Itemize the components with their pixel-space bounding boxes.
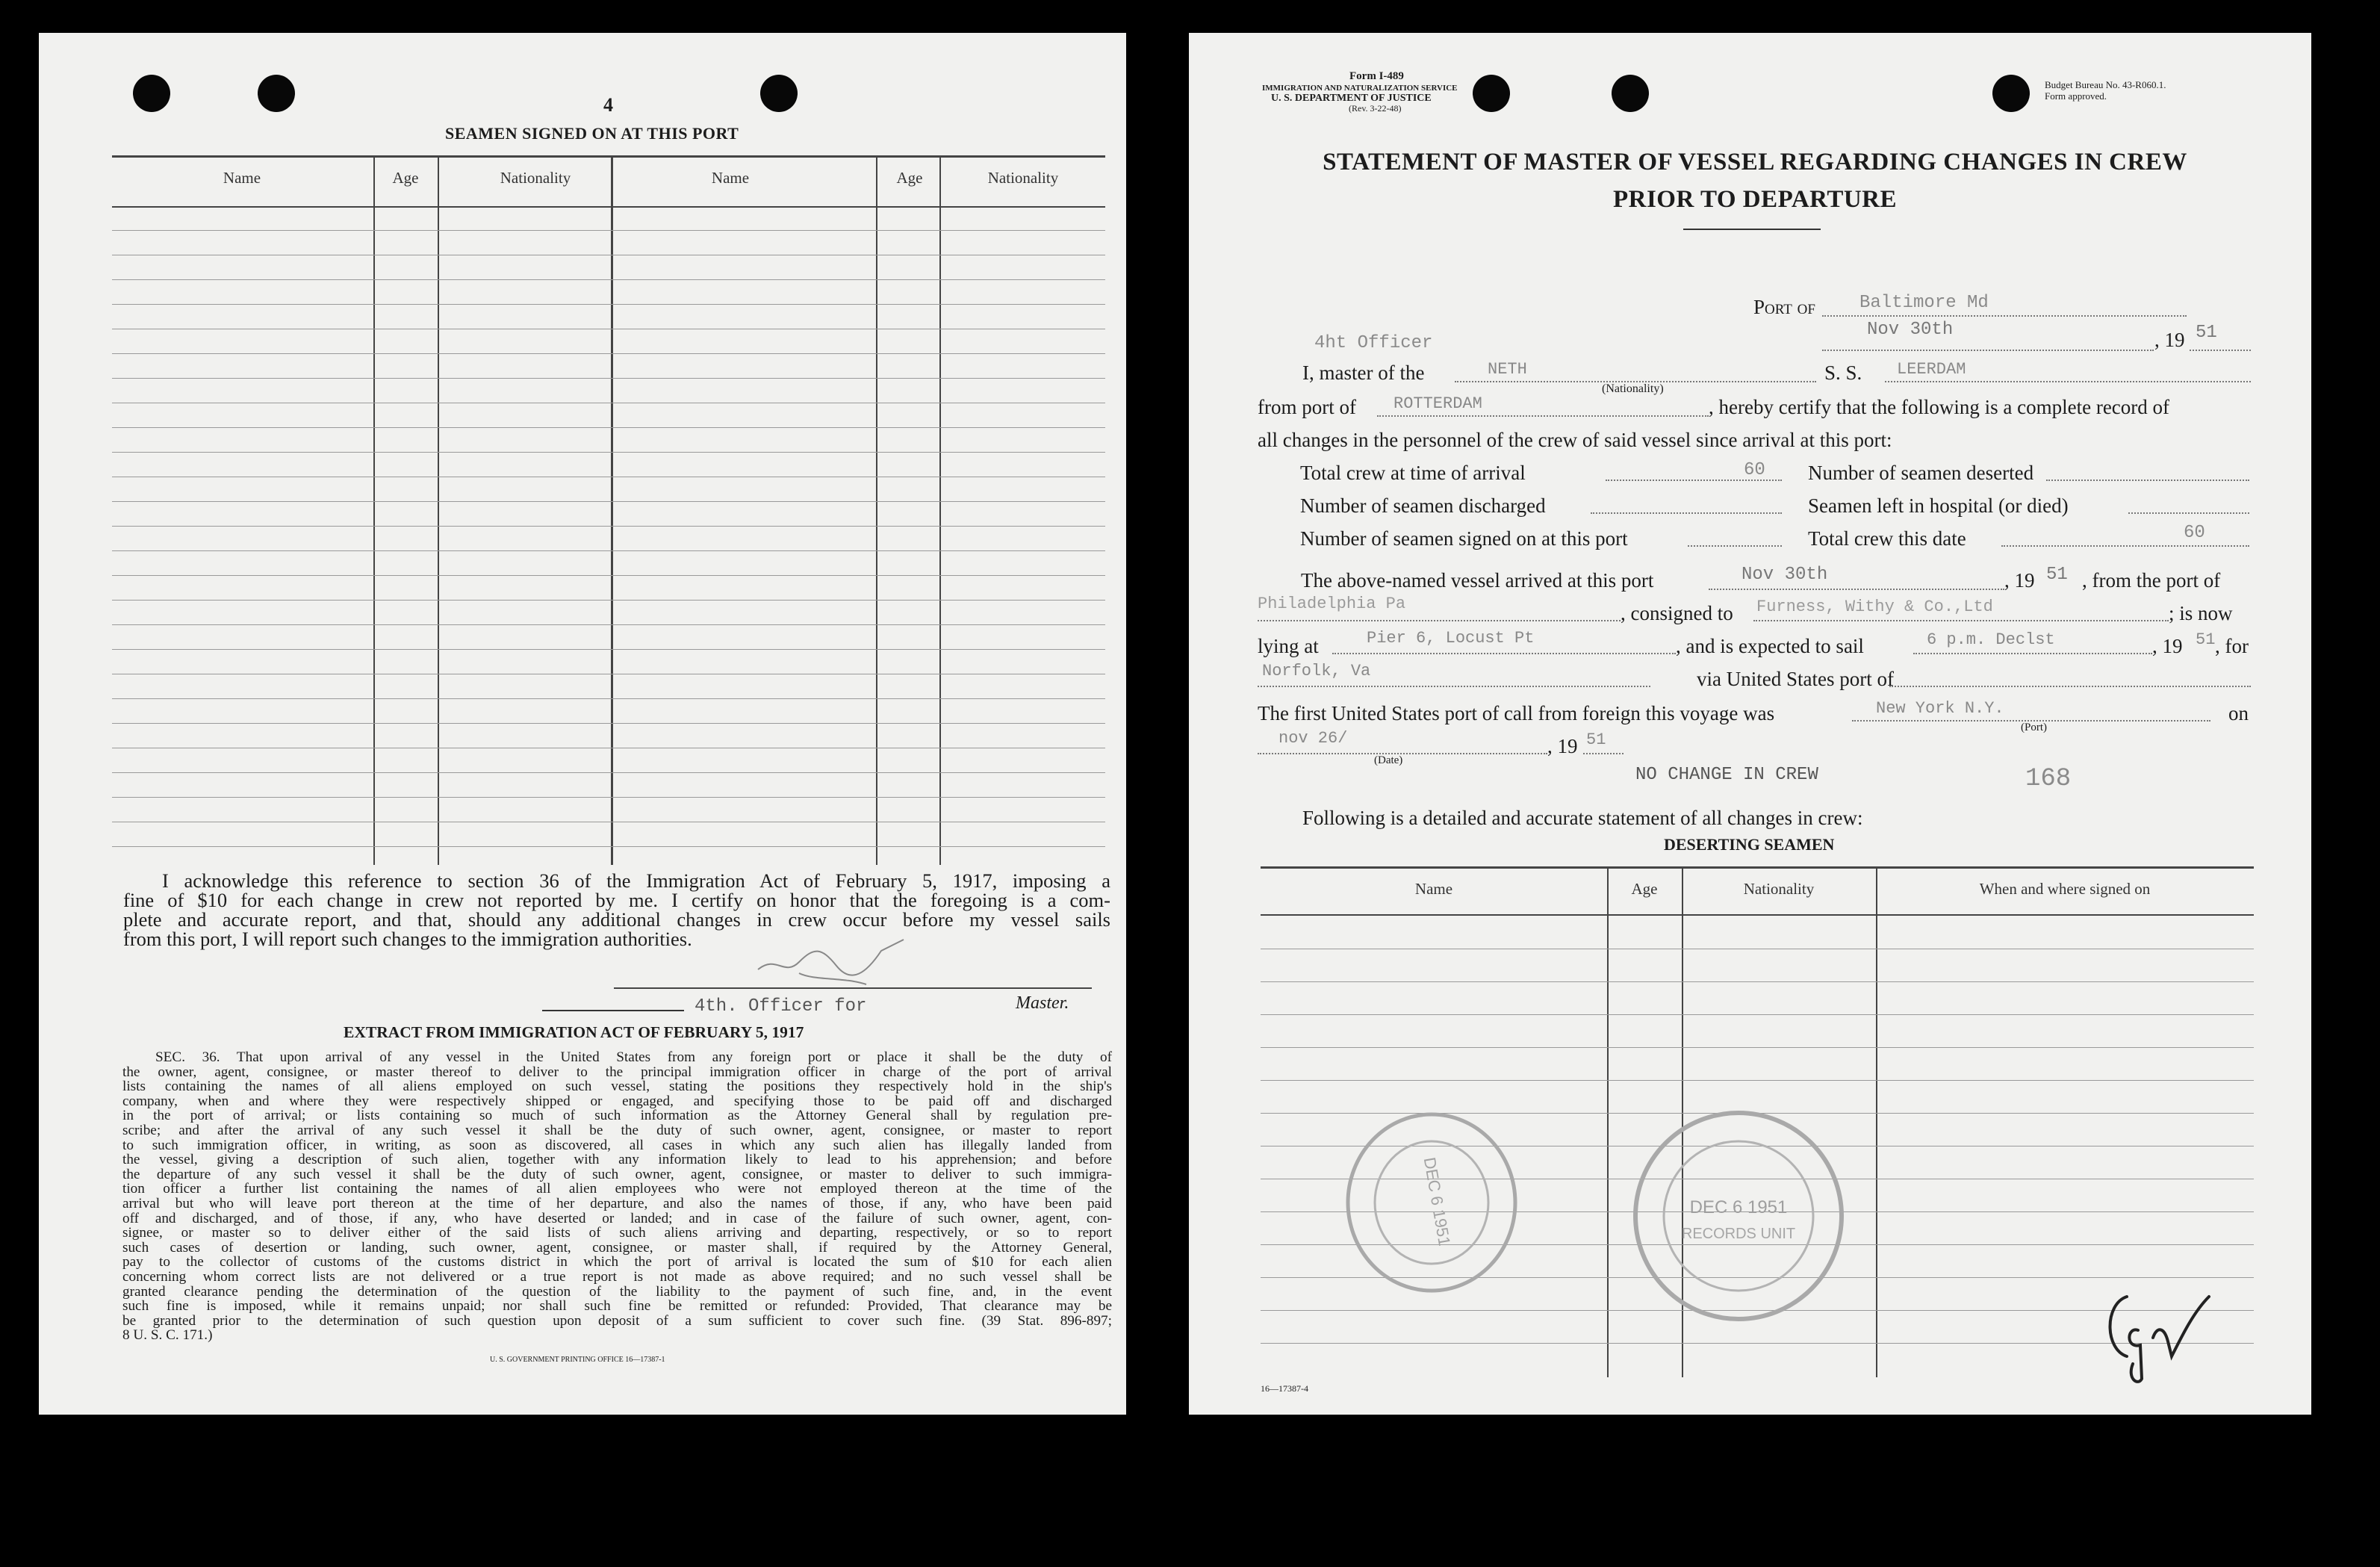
stamp-date-text: DEC 6 1951 [1420,1155,1455,1247]
column-header: Name [711,169,750,187]
punch-hole [1992,75,2030,112]
is-now-label: ; is now [2169,602,2233,624]
signer-typed: 4th. Officer for [695,996,867,1017]
section-title: SEAMEN SIGNED ON AT THIS PORT [445,124,739,143]
revision: (Rev. 3-22-48) [1349,103,1402,114]
arrived-year-prefix: , 19 [2004,569,2035,592]
records-unit-stamp [1626,1104,1851,1328]
from-port-label: from port of [1258,396,1356,418]
extract-line: to such immigration officer, in writing, as soon as discovered, all cases in which any such alien has illegally landed from [122,1137,1112,1153]
date-stamp [1338,1105,1525,1300]
deserted-label: Number of seamen deserted [1808,462,2034,484]
arrived-date[interactable]: Nov 30th [1741,565,1828,585]
sail-year-prefix: , 19 [2152,635,2183,657]
extract-line: such cases of desertion or landing, such owner, agent, consignee, or master shall, if required by the Attorney General, [122,1239,1112,1256]
port-value[interactable]: Baltimore Md [1859,293,1989,313]
sail-time[interactable]: 6 p.m. Declst [1927,630,2055,649]
for-label: , for [2215,635,2249,657]
page-number: 4 [603,94,613,116]
column-header: When and where signed on [1979,880,2151,898]
nationality-value[interactable]: NETH [1488,360,1527,379]
column-header: Name [223,169,261,187]
from-port-value[interactable]: ROTTERDAM [1393,394,1482,413]
port-caption: (Port) [2021,722,2047,733]
ack-line: fine of $10 for each change in crew not reported by me. I certify on honor that the foregoing is a com- [123,889,1110,911]
column-header: Nationality [987,169,1059,187]
form-number: Form I-489 [1349,70,1404,82]
consigned-label: , consigned to [1621,602,1733,624]
title-line: PRIOR TO DEPARTURE [1612,186,1898,213]
service-name: IMMIGRATION AND NATURALIZATION SERVICE [1262,84,1458,93]
total-this-date-label: Total crew this date [1808,527,1966,550]
stamp-number: 168 [2025,765,2072,793]
stamp-date-text: DEC 6 1951 [1689,1197,1788,1217]
on-label: on [2228,702,2249,724]
master-label: Master. [1016,993,1069,1013]
extract-text [122,1050,1112,1343]
first-port-label: The first United States port of call from foreign this voyage was [1258,702,1775,724]
initials-signature [2097,1274,2216,1386]
hospital-label: Seamen left in hospital (or died) [1808,494,2069,517]
ship-name[interactable]: LEERDAM [1897,360,1966,379]
budget-line: Form approved. [2045,90,2107,102]
punch-hole [133,75,170,112]
extract-line: off and discharged, and of those, if any, who have deserted or landed; and in case of the failure of such owner, agent, con- [122,1210,1112,1226]
footer-code: 16—17387-4 [1261,1383,1308,1394]
lying-label: lying at [1258,635,1319,657]
ack-line: plete and accurate report, and that, should any additional changes in crew occur before my vessel sails [123,908,1110,931]
extract-line: be granted prior to the determination of such question upon deposit of a sum sufficient to cover such fine. (39 Stat. 896-897; [122,1312,1112,1329]
extract-line: 8 U. S. C. 171.) [122,1327,213,1344]
first-year[interactable]: 51 [1586,730,1606,749]
consignee[interactable]: Furness, Withy & Co.,Ltd [1756,598,1993,616]
extract-line: scribe; and after the arrival of any such vessel it shall be the duty of such owner, agent, consignee, or master to report [122,1122,1112,1138]
date-caption: (Date) [1374,754,1403,766]
acknowledgement [123,871,1110,949]
budget-line: Budget Bureau No. 43-R060.1. [2045,79,2166,90]
changes-text: all changes in the personnel of the crew of said vessel since arrival at this port: [1258,429,1892,451]
first-year-prefix: , 19 [1547,735,1578,757]
title-line: STATEMENT OF MASTER OF VESSEL REGARDING CHANGES IN CREW [1323,149,2187,176]
extract-line: pay to the collector of customs of the customs district in which the port of arrival is located the sum of $10 for each alien [122,1254,1112,1270]
total-at-arrival-value[interactable]: 60 [1744,460,1765,480]
stamp-unit-text: RECORDS UNIT [1681,1226,1796,1242]
from-the-port-label: , from the port of [2082,569,2221,592]
column-header: Name [1414,880,1453,898]
expected-label: , and is expected to sail [1676,635,1864,657]
nationality-caption: (Nationality) [1602,382,1664,395]
ss-label: S. S. [1824,362,1862,384]
column-header: Nationality [500,169,571,187]
officer-note: 4ht Officer [1314,333,1433,353]
extract-line: tion officer a further list containing the names of all alien employees who were not employed thereon at the time of the [122,1181,1112,1197]
destination[interactable]: Norfolk, Va [1262,662,1371,680]
column-header: Age [896,169,923,187]
punch-hole [1612,75,1649,112]
total-at-arrival-label: Total crew at time of arrival [1300,462,1526,484]
handwritten-signature [754,932,911,992]
punch-hole [258,75,295,112]
ack-line: from this port, I will report such changes to the immigration authorities. [123,928,692,950]
extract-title: EXTRACT FROM IMMIGRATION ACT OF FEBRUARY 5, 1917 [344,1023,804,1041]
total-this-date-value[interactable]: 60 [2184,523,2205,543]
extract-line: such fine is imposed, while it remains unpaid; nor shall such fine be remitted or refunded: Provided, That clearance may be [122,1298,1112,1315]
sail-year[interactable]: 51 [2196,630,2216,649]
first-port[interactable]: New York N.Y. [1876,699,2004,718]
extract-line: the departure of any such vessel it shall be the duty of such owner, agent, consignee, or master to deliver to such immigra- [122,1166,1112,1182]
arrived-label: The above-named vessel arrived at this port [1301,569,1654,592]
column-header: Age [1631,880,1658,898]
punch-hole [760,75,798,112]
date-value[interactable]: Nov 30th [1867,320,1954,340]
ack-line: I acknowledge this reference to section 36 of the Immigration Act of February 5, 1917, imposing a [162,869,1110,892]
form-title [1262,143,2248,218]
extract-line: the vessel, giving a description of such alien, together with any information likely to lead to his apprehension; and before [122,1152,1112,1168]
first-date[interactable]: nov 26/ [1278,729,1348,748]
punch-hole [1473,75,1510,112]
extract-line: granted clearance pending the determination of the question of the liability to the payment of such fine, and, in the event [122,1283,1112,1300]
discharged-label: Number of seamen discharged [1300,494,1546,517]
extract-line: SEC. 36. That upon arrival of any vessel in the United States from any foreign port or place it shall be the duty of [155,1049,1112,1065]
extract-line: signee, or master so to deliver either of the said lists of such aliens arriving and departing, respectively, or so to report [122,1225,1112,1241]
extract-line: the owner, agent, consignee, or master thereof to deliver to the principal immigration officer in charge of the port of arrival [122,1064,1112,1080]
arrived-year[interactable]: 51 [2046,565,2068,585]
prior-port[interactable]: Philadelphia Pa [1258,595,1406,613]
extract-line: arrival but who will leave port thereon at the time of her departure, and also the names of those, if any, who have been paid [122,1195,1112,1211]
extract-line: lists containing the names of all aliens employed on such vessel, stating the positions they respectively hold in the ship's [122,1079,1112,1095]
extract-line: company, when and where they were respectively shipped or engaged, and specifying those to be paid off and discharged [122,1093,1112,1109]
no-change-note: NO CHANGE IN CREW [1635,765,1818,785]
column-header: Age [392,169,419,187]
master-label: I, master of the [1302,362,1425,384]
certify-text: , hereby certify that the following is a complete record of [1709,396,2170,418]
gpo-line: U. S. GOVERNMENT PRINTING OFFICE 16—17387-1 [490,1356,665,1364]
extract-line: concerning whom correct lists are not delivered or a true report is not made as above required; and no such vessel shall be [122,1268,1112,1285]
column-header: Nationality [1743,880,1815,898]
department: U. S. DEPARTMENT OF JUSTICE [1271,93,1432,104]
following-text: Following is a detailed and accurate statement of all changes in crew: [1302,807,1863,829]
deserting-title: DESERTING SEAMEN [1664,835,1835,854]
year-value[interactable]: 51 [2196,323,2217,343]
pier[interactable]: Pier 6, Locust Pt [1367,629,1535,648]
signed-on-label: Number of seamen signed on at this port [1300,527,1628,550]
year-prefix: , 19 [2154,329,2185,351]
via-label: via United States port of [1697,668,1894,690]
port-label: Port of [1753,296,1815,318]
extract-line: in the port of arrival; or lists containing so much of such information as the Attorney General shall by regulation pre- [122,1108,1112,1124]
signed-on-table [112,155,1105,865]
